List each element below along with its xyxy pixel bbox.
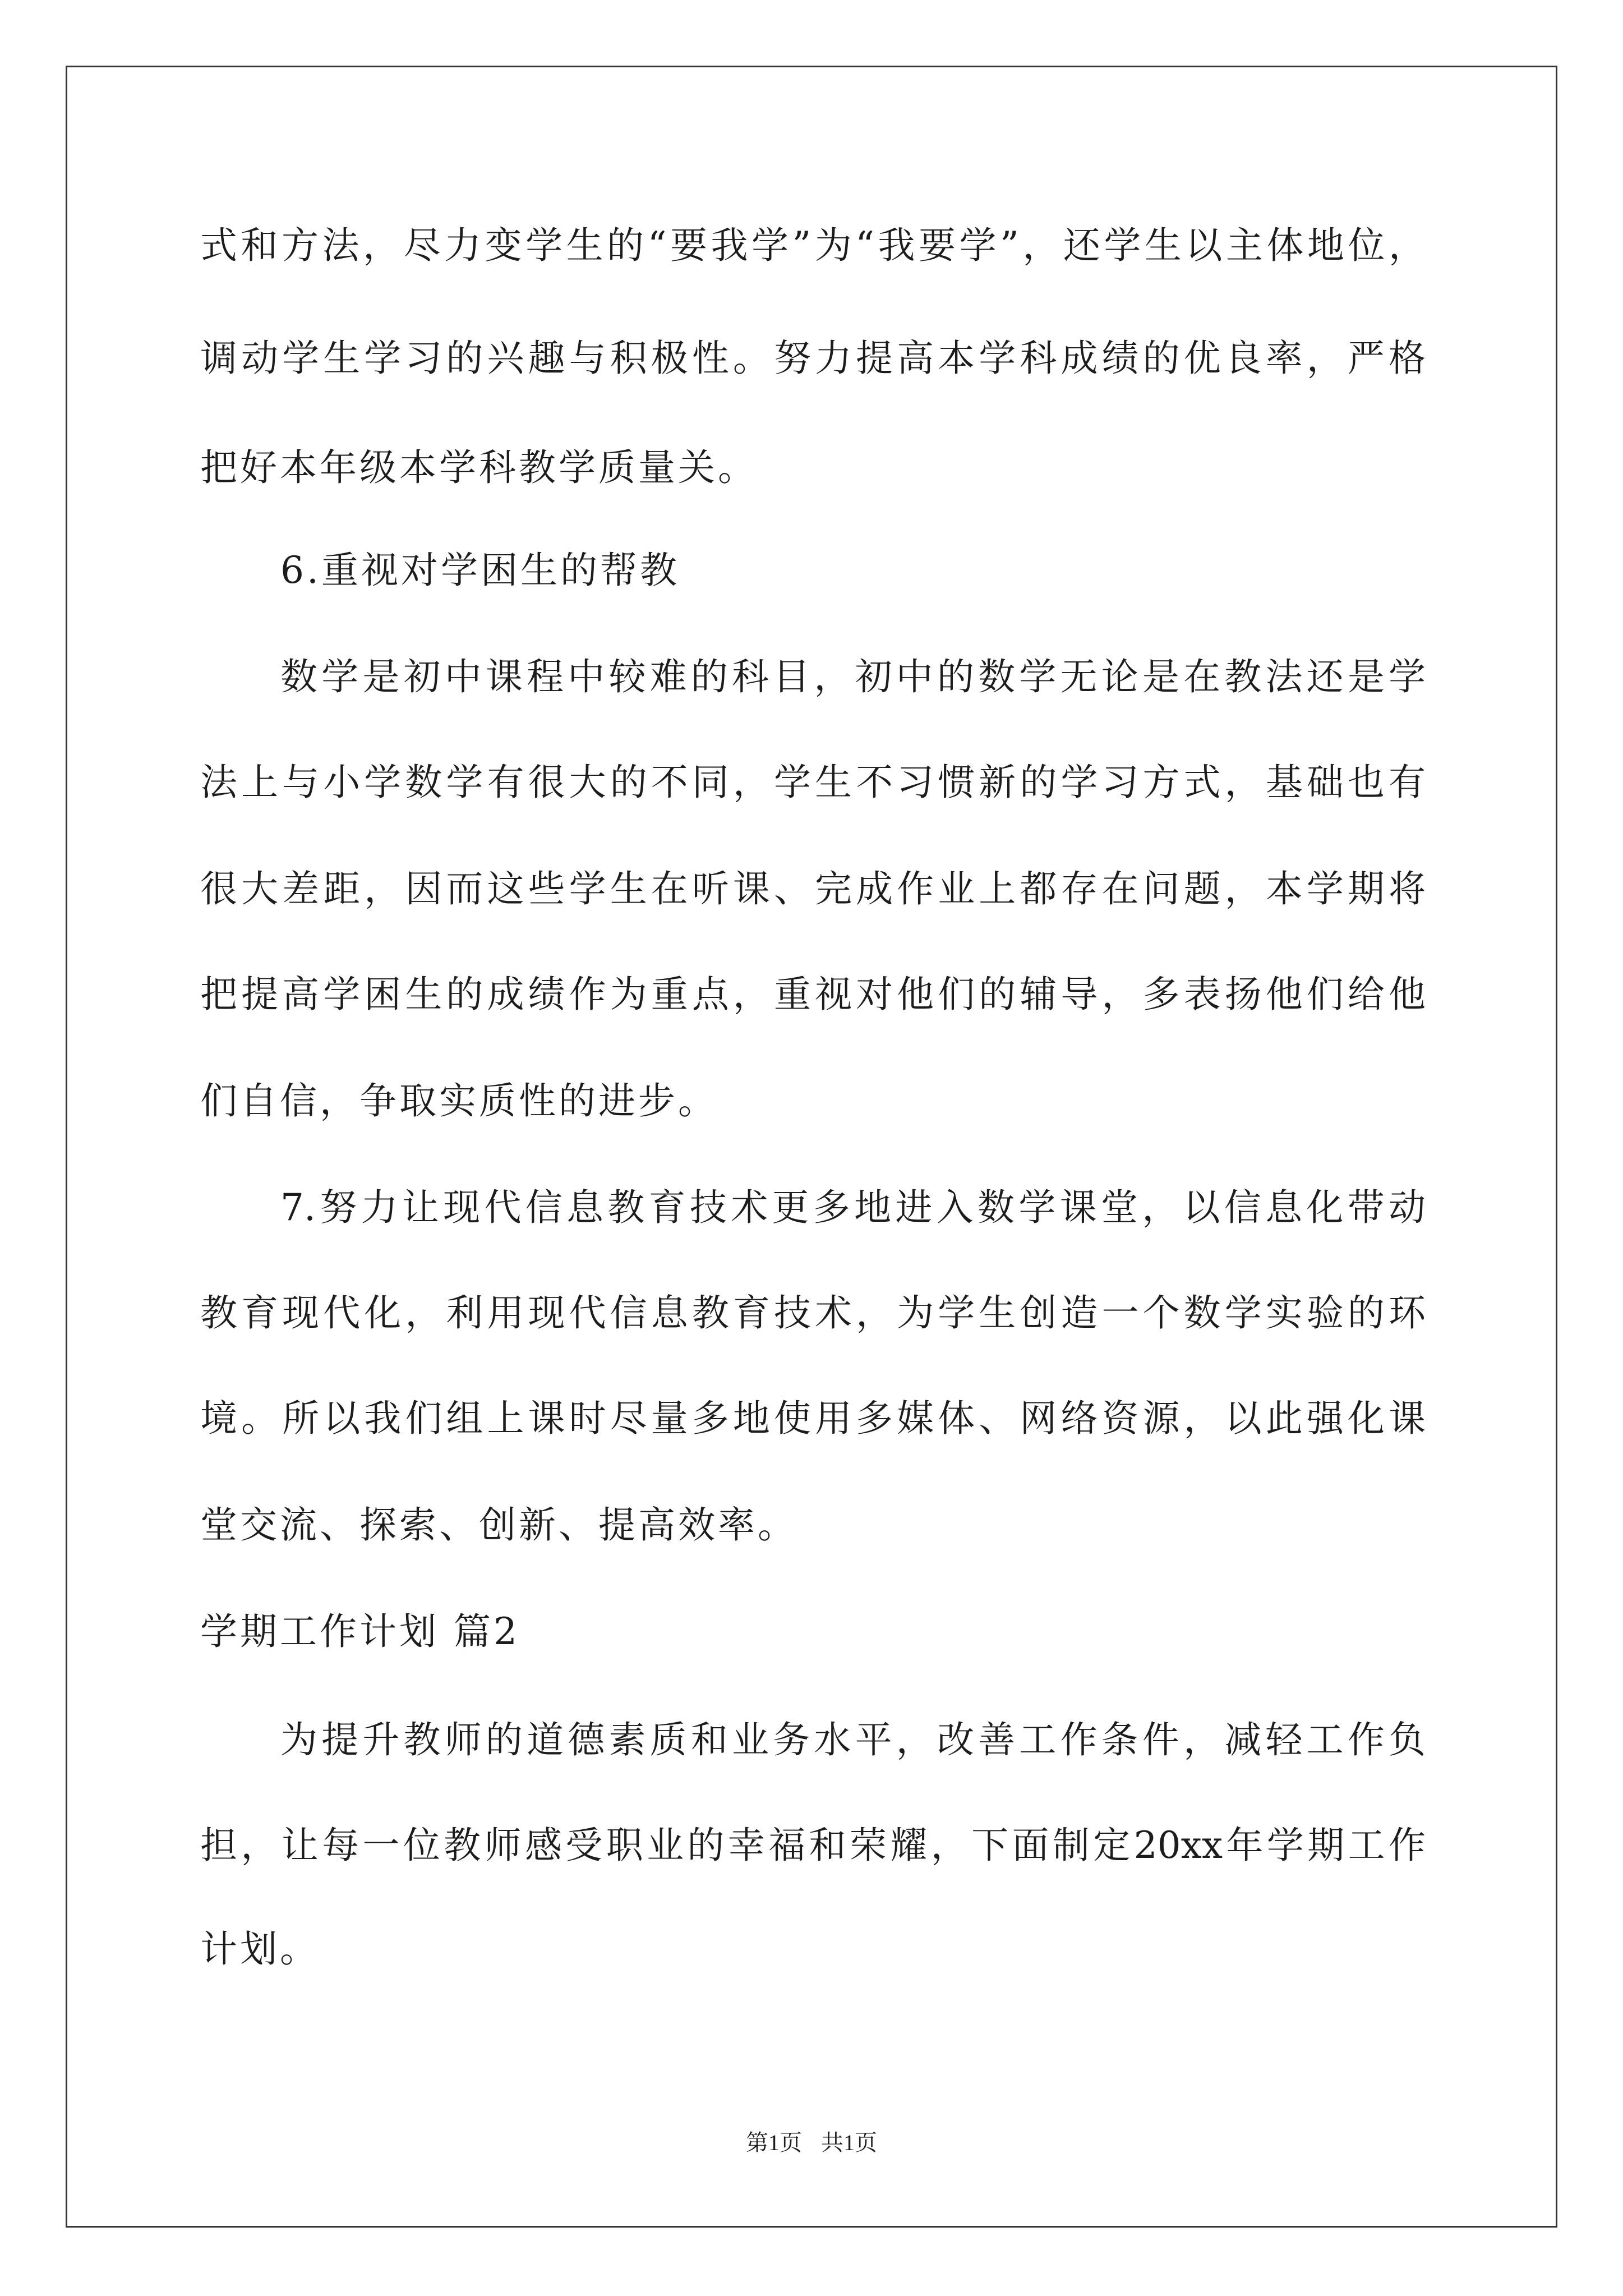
text-line: 把好本年级本学科教学质量关。 xyxy=(200,446,758,489)
text-line: 教育现代化，利用现代信息教育技术，为学生创造一个数学实验的环 xyxy=(200,1291,1426,1335)
item-heading: 6.重视对学困生的帮教 xyxy=(280,549,680,592)
text-line: 调动学生学习的兴趣与积极性。努力提高本学科成绩的优良率，严格 xyxy=(200,337,1426,380)
text-line: 式和方法，尽力变学生的“要我学”为“我要学”，还学生以主体地位， xyxy=(200,224,1426,267)
current-page-number: 第1页 xyxy=(746,2130,802,2155)
text-line: 担，让每一位教师感受职业的幸福和荣耀，下面制定20xx年学期工作 xyxy=(200,1824,1426,1867)
page-border xyxy=(66,66,1557,2228)
text-line: 为提升教师的道德素质和业务水平，改善工作条件，减轻工作负 xyxy=(280,1718,1426,1761)
page-footer xyxy=(0,2127,1623,2159)
text-line: 境。所以我们组上课时尽量多地使用多媒体、网络资源，以此强化课 xyxy=(200,1397,1426,1440)
text-line: 们自信，争取实质性的进步。 xyxy=(200,1079,718,1122)
text-line: 很大差距，因而这些学生在听课、完成作业上都存在问题，本学期将 xyxy=(200,867,1426,910)
total-pages: 共1页 xyxy=(821,2130,877,2155)
text-line: 把提高学困生的成绩作为重点，重视对他们的辅导，多表扬他们给他 xyxy=(200,973,1426,1016)
text-line: 计划。 xyxy=(200,1927,320,1971)
text-line: 堂交流、探索、创新、提高效率。 xyxy=(200,1503,797,1547)
section-heading: 学期工作计划 篇2 xyxy=(200,1610,520,1653)
text-line: 7.努力让现代信息教育技术更多地进入数学课堂，以信息化带动 xyxy=(280,1186,1426,1229)
text-line: 法上与小学数学有很大的不同，学生不习惯新的学习方式，基础也有 xyxy=(200,761,1426,804)
text-line: 数学是初中课程中较难的科目，初中的数学无论是在教法还是学 xyxy=(280,655,1426,698)
